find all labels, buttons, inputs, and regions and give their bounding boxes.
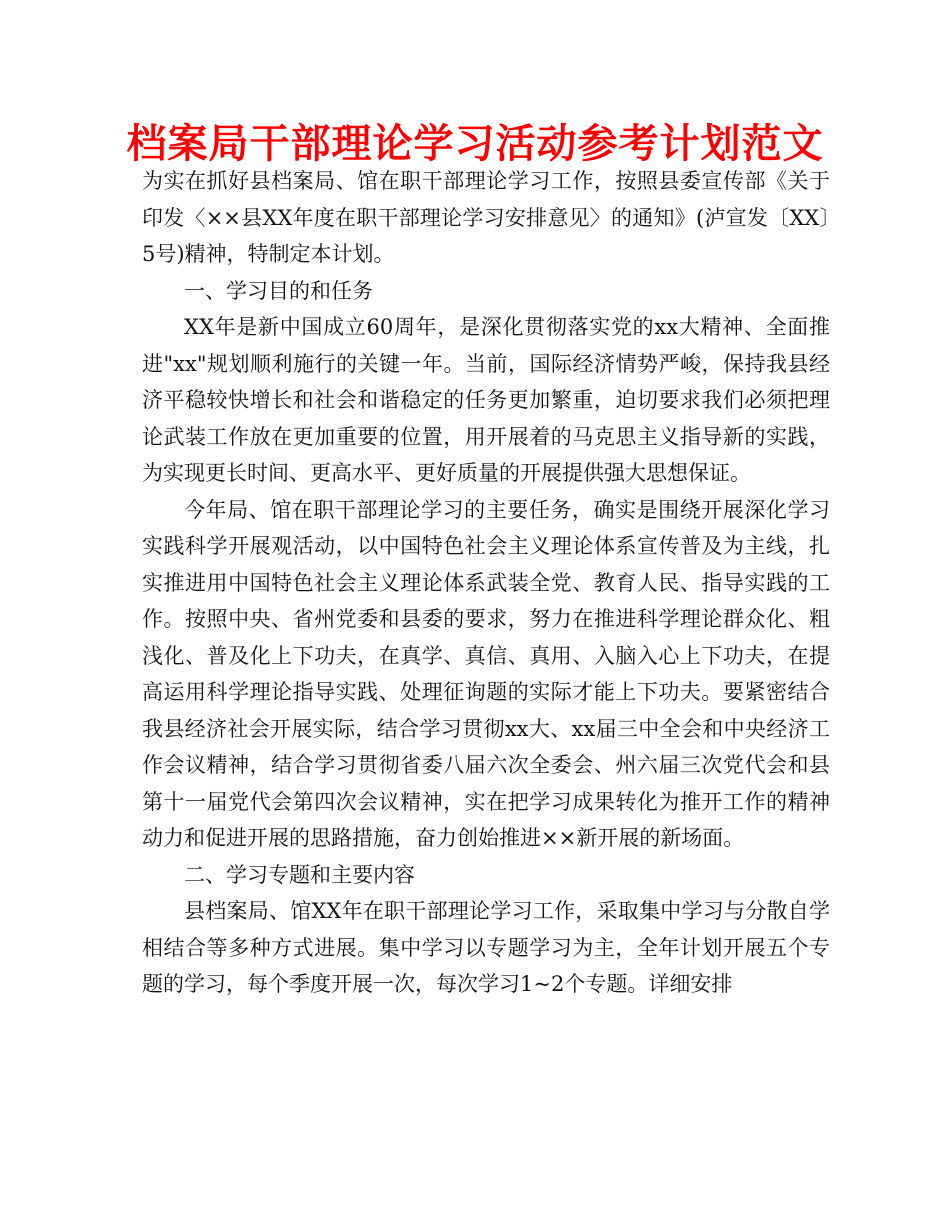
document-body bbox=[142, 163, 830, 1003]
section-heading-1: 一、学习目的和任务 bbox=[184, 278, 373, 303]
section-heading-2: 二、学习专题和主要内容 bbox=[184, 862, 415, 887]
body-paragraph-2: 今年局、馆在职干部理论学习的主要任务，确实是围绕开展深化学习实践科学开展观活动，以中国特色社会主义理论体系宣传普及为主线，扎实推进用中国特色社会主义理论体系武装全党、教育人民、指导实践的工作。按照中央、省州党委和县委的要求，努力在推进科学理论群众化、粗浅化、普及化上下功夫，在真学、真信、真用、入脑入心上下功夫，在提高运用科学理论指导实践、处理征询题的实际才能上下功夫。要紧密结合我县经济社会开展实际，结合学习贯彻xx大、xx届三中全会和中央经济工作会议精神，结合学习贯彻省委八届六次全委会、州六届三次党代会和县第十一届党代会第四次会议精神，实在把学习成果转化为推开工作的精神动力和促进开展的思路措施，奋力创始推进××新开展的新场面。 bbox=[142, 497, 830, 850]
body-paragraph-1: XX年是新中国成立60周年，是深化贯彻落实党的xx大精神、全面推进"xx"规划顺利施行的关键一年。当前，国际经济情势严峻，保持我县经济平稳较快增长和社会和谐稳定的任务更加繁重，迫切要求我们必须把理论武装工作放在更加重要的位置，用开展着的马克思主义指导新的实践，为实现更长时间、更高水平、更好质量的开展提供强大思想保证。 bbox=[142, 315, 830, 485]
document-title: 档案局干部理论学习活动参考计划范文 bbox=[126, 121, 824, 167]
body-paragraph-3: 县档案局、馆XX年在职干部理论学习工作，采取集中学习与分散自学相结合等多种方式进展。集中学习以专题学习为主，全年计划开展五个专题的学习，每个季度开展一次，每次学习1~2个专题。详细安排 bbox=[142, 899, 830, 996]
intro-paragraph: 为实在抓好县档案局、馆在职干部理论学习工作，按照县委宣传部《关于印发〈××县XX年度在职干部理论学习安排意见〉的通知》(泸宣发〔XX〕5号)精神，特制定本计划。 bbox=[142, 169, 830, 266]
